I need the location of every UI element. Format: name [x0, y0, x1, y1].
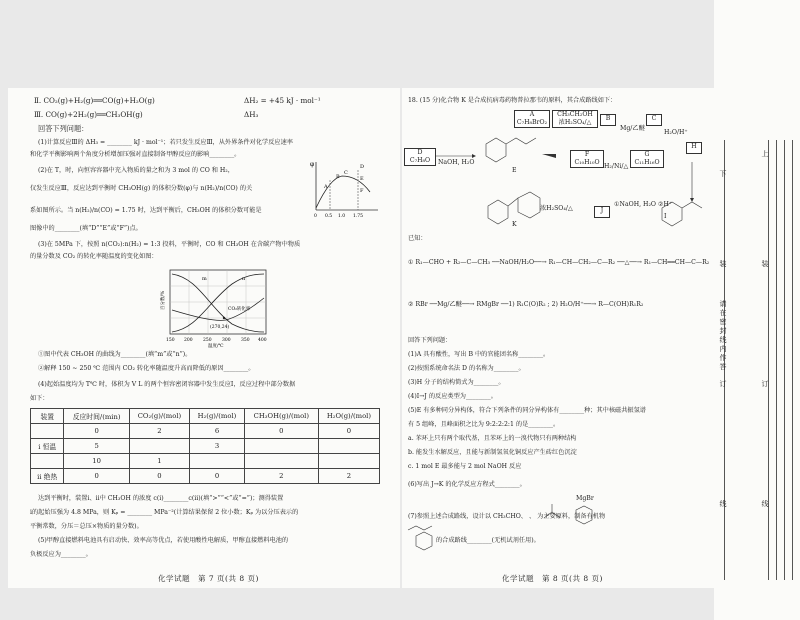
q3-part1: ①图中代表 CH₃OH 的曲线为________(填“m”或“n”)。: [38, 351, 192, 358]
margin-label-zhuang: 装: [719, 260, 727, 269]
table-cell: 2: [129, 424, 189, 439]
table-cell: [129, 439, 189, 454]
table-cell: 2: [318, 469, 379, 484]
graph2-tick-250: 250: [203, 338, 212, 343]
q4-line4: ⅰ的起始压强为 4.8 MPa，则 Kₚ = ________ MPa⁻²(计算结果保留 2 位小数；Kₚ 为以分压表示的: [30, 509, 299, 516]
graph1-tick-05: 0.5: [325, 214, 333, 218]
known-reaction-2: ② RBr ──Mg/乙醚──→ RMgBr ──1) R₁C(O)R₂ ; 2) H₂O/H⁺──→ R—C(OH)R₁R₂: [408, 301, 644, 308]
table-cell: [190, 454, 245, 469]
graph2-tick-150: 150: [166, 338, 175, 343]
table-cell: 0: [129, 469, 189, 484]
q3-line1: (3)在 5MPa 下，按照 n(CO₂):n(H₂) = 1:3 投料，平衡时，CO 和 CH₃OH 在含碳产物中物质: [38, 241, 301, 248]
margin-line: [784, 140, 785, 580]
a3: (3)H 分子的结构简式为________。: [408, 379, 505, 386]
graph2-tick-300: 300: [222, 338, 231, 343]
route-structures: [432, 128, 572, 228]
q2-line2: 仅发生反应Ⅲ，反应达到平衡时 CH₃OH(g) 的体积分数(φ)与 n(H₂)/n(CO) 的关: [30, 185, 253, 192]
label-i: I: [664, 213, 667, 220]
q3-line2: 的量分数及 CO₂ 的转化率随温度的变化如图：: [30, 253, 158, 260]
graph2-tick-400: 400: [258, 338, 267, 343]
answer-intro: 回答下列问题：: [38, 124, 89, 133]
graph1-point-f: F: [360, 188, 364, 194]
delta-h3: ΔH₃: [244, 110, 259, 119]
compound-h-box: H: [686, 142, 702, 154]
table-cell: [31, 424, 64, 439]
table-cell: 10: [64, 454, 129, 469]
a7-line1: (7)参照上述合成路线，设计以 CH₃CHO、 、 为主要原料，制备有机物: [408, 513, 606, 520]
reaction-data-table: [30, 408, 380, 484]
label-e: E: [512, 167, 517, 174]
page-7: [8, 88, 400, 588]
known-heading: 已知：: [408, 235, 427, 242]
temperature-graph: [158, 266, 270, 348]
table-header: 反应时间/(min): [64, 409, 129, 424]
table-cell: 0: [244, 424, 318, 439]
table-cell: [244, 454, 318, 469]
margin-line: [792, 140, 793, 580]
a1: (1)A 具有酸性，写出 B 中的官能团名称________。: [408, 351, 550, 358]
answer-intro-8: 回答下列问题：: [408, 337, 452, 344]
table-cell: 6: [190, 424, 245, 439]
graph1-tick-0: 0: [314, 214, 317, 218]
q1-line2: 和化学平衡影响两个角度分析增加压强对直接制备甲醇反应的影响________。: [30, 151, 241, 158]
margin-label-xian-2: 线: [761, 500, 769, 509]
compound-b-box: B: [600, 114, 616, 126]
graph1-point-a: A: [324, 184, 328, 190]
reaction-2: Ⅱ. CO₂(g)+H₂(g)══CO(g)+H₂O(g): [34, 96, 155, 105]
graph2-curve-m: m: [202, 276, 207, 282]
page-8-footer: 化学试题 第 8 页(共 8 页): [502, 574, 603, 583]
q4-line3: 达到平衡时，装置ⅰ、ⅱ中 CH₃OH 的浓度 c(ⅰ)________c(ⅱ)(填“>”“<”或“=”)；测得装置: [38, 495, 284, 502]
margin-label-xia: 下: [719, 170, 727, 179]
margin-label-ding: 订: [719, 380, 727, 389]
q2-line3: 系如图所示。当 n(H₂)/n(CO) = 1.75 时，达到平衡后，CH₃OH 的体积分数可能是: [30, 207, 262, 214]
table-header: CH₃OH(g)/(mol): [244, 409, 318, 424]
page-8: [402, 88, 714, 588]
graph2-xlabel: 温度/℃: [208, 344, 224, 348]
route-structures-right: [632, 158, 712, 230]
a5-cond-a: a. 苯环上只有两个取代基，且苯环上的一溴代物只有两种结构: [408, 435, 577, 442]
a4: (4)I→J 的反应类型为________。: [408, 393, 497, 400]
table-cell: [244, 439, 318, 454]
margin-line: [768, 140, 769, 580]
graph2-point: (270,24): [210, 325, 230, 330]
delta-h2: ΔH₂ = +45 kJ · mol⁻¹: [244, 96, 321, 105]
q5-line2: 负极反应为________。: [30, 551, 92, 558]
table-header: 装置: [31, 409, 64, 424]
label-k: K: [512, 221, 517, 228]
table-header: H₂O(g)/(mol): [318, 409, 379, 424]
graph2-ylabel: 百分数/%: [161, 290, 166, 310]
margin-notice: 请在密封线内作答: [719, 300, 727, 372]
table-cell: ⅰ 恒温: [31, 439, 64, 454]
graph1-point-b: B: [336, 174, 340, 180]
table-cell: 3: [190, 439, 245, 454]
margin-label-xian: 线: [719, 500, 727, 509]
condition-h3o: H₂O/H⁺: [664, 129, 688, 136]
reaction-3: Ⅲ. CO(g)+2H₂(g)══CH₃OH(g): [34, 110, 143, 119]
mgbr-label: MgBr: [576, 495, 594, 502]
compound-g-box: G C₁₁H₁₆O: [630, 150, 664, 168]
a7-structures: [542, 500, 602, 530]
graph2-tick-350: 350: [241, 338, 250, 343]
table-cell: 5: [64, 439, 129, 454]
q18-heading: 18. (15 分)化合物 K 是合成抗病毒药物普拉那韦的原料，其合成路线如下：: [408, 97, 617, 104]
graph1-point-c: C: [344, 170, 348, 176]
compound-a-box: A C₇H₈BrO₂: [514, 110, 550, 128]
compound-c-box: C: [646, 114, 662, 126]
condition-ij: 浓H₂SO₄/△: [540, 205, 573, 212]
table-cell: 0: [190, 469, 245, 484]
table-cell: 1: [129, 454, 189, 469]
a5-line1: (5)E 有多种同分异构体，符合下列条件的同分异构体有________种；其中核磁共振氢谱: [408, 407, 646, 414]
q4-line1: (4)起始温度均为 T℃ 时，体积为 V L 的两个恒容密闭容器中发生反应Ⅰ，反应过程中部分数据: [38, 381, 296, 388]
table-cell: 0: [318, 424, 379, 439]
table-cell: 0: [64, 469, 129, 484]
graph1-point-e: E: [360, 176, 364, 182]
graph2-curve-n: n: [242, 276, 246, 282]
margin-line: [776, 140, 777, 580]
condition-mg: Mg/乙醚: [620, 125, 645, 132]
condition-naoh: NaOH, H₂O: [438, 159, 475, 166]
a5-cond-c: c. 1 mol E 最多能与 2 mol NaOH 反应: [408, 463, 522, 470]
q1-line1: (1)计算反应Ⅲ的 ΔH₃ = ________ kJ · mol⁻¹；若只发生反应Ⅲ，从外界条件对化学反应速率: [38, 139, 293, 146]
q4-line5: 平衡常数，分压＝总压×物质的量分数)。: [30, 523, 143, 530]
compound-d-box: D C₇H₈O: [404, 148, 436, 166]
table-cell: [318, 454, 379, 469]
table-cell: [318, 439, 379, 454]
a2: (2)按照系统命名法 D 的名称为________。: [408, 365, 525, 372]
graph2-tick-200: 200: [184, 338, 193, 343]
margin-label-ding-2: 订: [761, 380, 769, 389]
binding-margin: [714, 0, 800, 620]
table-cell: ⅱ 绝热: [31, 469, 64, 484]
page-7-footer: 化学试题 第 7 页(共 8 页): [158, 574, 259, 583]
q2-line4: 图像中的________(填“D”“E”或“F”)点。: [30, 225, 142, 232]
margin-label-zhuang-2: 装: [761, 260, 769, 269]
table-cell: 0: [64, 424, 129, 439]
known-reaction-1: ① R₁—CHO + R₂—C—CH₃ ──NaOH/H₂O──→ R₁—CH—CH₂—C—R₂ ──△──→ R₁—CH══CH—C—R₂: [408, 259, 710, 266]
a6: (6)写出 J→K 的化学反应方程式________。: [408, 481, 526, 488]
a7-line2: 的合成路线________(无机试剂任用)。: [436, 537, 540, 544]
target-structure: [406, 524, 436, 552]
reagent-box: CH₃CH₂OH 浓H₂SO₄/△: [552, 110, 598, 128]
phi-ratio-graph: [308, 158, 380, 218]
graph1-ylabel: φ: [310, 161, 315, 168]
q4-line2: 如下：: [30, 395, 49, 402]
table-cell: [31, 454, 64, 469]
margin-label-shang: 上: [761, 150, 769, 159]
table-header: H₂(g)/(mol): [190, 409, 245, 424]
table-cell: 2: [244, 469, 318, 484]
graph1-tick-1: 1.0: [338, 214, 346, 218]
compound-f-box: F C₁₀H₁₀O: [570, 150, 604, 168]
graph2-conversion-label: CO₂转化率: [228, 307, 251, 312]
a5-cond-b: b. 能发生水解反应，且能与新制氢氧化铜反应产生砖红色沉淀: [408, 449, 577, 456]
compound-j-box: J: [594, 206, 610, 218]
q2-line1: (2)在 T，时，向恒容容器中充入物质的量之和为 3 mol 的 CO 和 H₂，: [38, 167, 234, 174]
graph1-point-d: D: [360, 164, 365, 170]
condition-i: ①NaOH, H₂O ②H⁺: [614, 201, 673, 208]
a5-line2: 有 5 组峰，且峰面积之比为 9:2:2:2:1 的是________。: [408, 421, 560, 428]
table-header: CO₂(g)/(mol): [129, 409, 189, 424]
graph1-tick-175: 1.75: [353, 214, 364, 218]
q5-line1: (5)甲醇直接燃料电池具有启动快、效率高等优点，若使用酸性电解质，甲醇直接燃料电池的: [38, 537, 289, 544]
q3-part2: ②解释 150 ~ 250 ℃ 范围内 CO₂ 转化率随温度升高而降低的原因________。: [38, 365, 255, 372]
condition-h2-ni: H₂/Ni/△: [604, 163, 629, 170]
